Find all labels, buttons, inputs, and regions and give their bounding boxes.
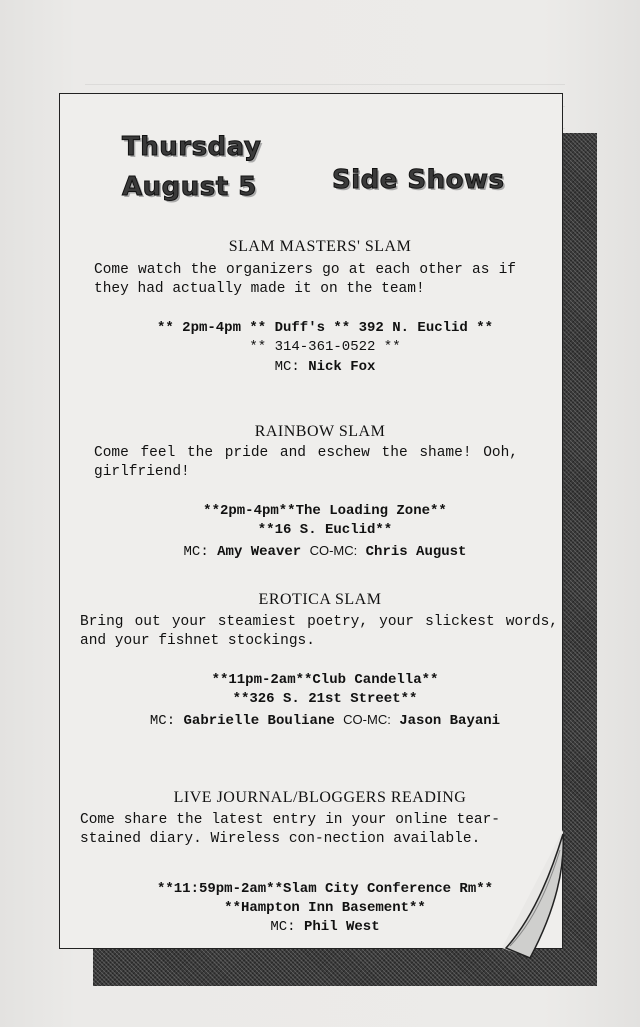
mc-label: MC: <box>274 359 300 375</box>
event-time-location: **2pm-4pm**The Loading Zone** <box>203 503 447 519</box>
event-time-location: **11pm-2am**Club Candella** <box>211 672 439 688</box>
side-shows-heading: Side Shows <box>332 165 505 195</box>
mc-label: MC: <box>270 919 296 935</box>
event-address: **Hampton Inn Basement** <box>224 900 426 916</box>
event-address: **326 S. 21st Street** <box>232 691 418 707</box>
mc-name: Gabrielle Bouliane <box>183 713 335 729</box>
event-description: Bring out your steamiest poetry, your slickest words, and your fishnet stockings. <box>80 614 558 649</box>
event-title: LIVE JOURNAL/BLOGGERS READING <box>173 789 467 806</box>
event-title: EROTICA SLAM <box>258 591 382 608</box>
event-phone: ** 314-361-0522 ** <box>249 339 401 355</box>
comc-label: CO-MC: <box>309 543 358 558</box>
mc-label: MC: <box>183 544 209 560</box>
event-address: **16 S. Euclid** <box>257 522 393 538</box>
event-title: RAINBOW SLAM <box>254 423 386 440</box>
comc-name: Chris August <box>365 544 467 560</box>
comc-label: CO-MC: <box>343 712 391 727</box>
date-heading: August 5 <box>122 172 257 202</box>
day-heading: Thursday <box>122 132 262 162</box>
event-time-location: ** 2pm-4pm ** Duff's ** 392 N. Euclid ** <box>156 320 494 336</box>
event-mc <box>70 541 580 562</box>
mc-name: Nick Fox <box>308 359 376 375</box>
mc-name: Phil West <box>304 919 380 935</box>
event-description: Come feel the pride and eschew the shame! Ooh, girlfriend! <box>94 445 518 480</box>
event-mc <box>70 918 580 937</box>
comc-name: Jason Bayani <box>399 713 501 729</box>
mc-label: MC: <box>149 713 176 729</box>
event-mc <box>70 358 580 377</box>
event-mc <box>70 710 580 731</box>
event-time-location: **11:59pm-2am**Slam City Conference Rm** <box>156 881 494 897</box>
mc-name: Amy Weaver <box>217 544 302 560</box>
event-description: Come share the latest entry in your online tear-stained diary. Wireless con-nection available. <box>80 812 500 847</box>
event-title: SLAM MASTERS' SLAM <box>228 238 412 255</box>
event-description: Come watch the organizers go at each other as if they had actually made it on the team! <box>94 262 516 297</box>
